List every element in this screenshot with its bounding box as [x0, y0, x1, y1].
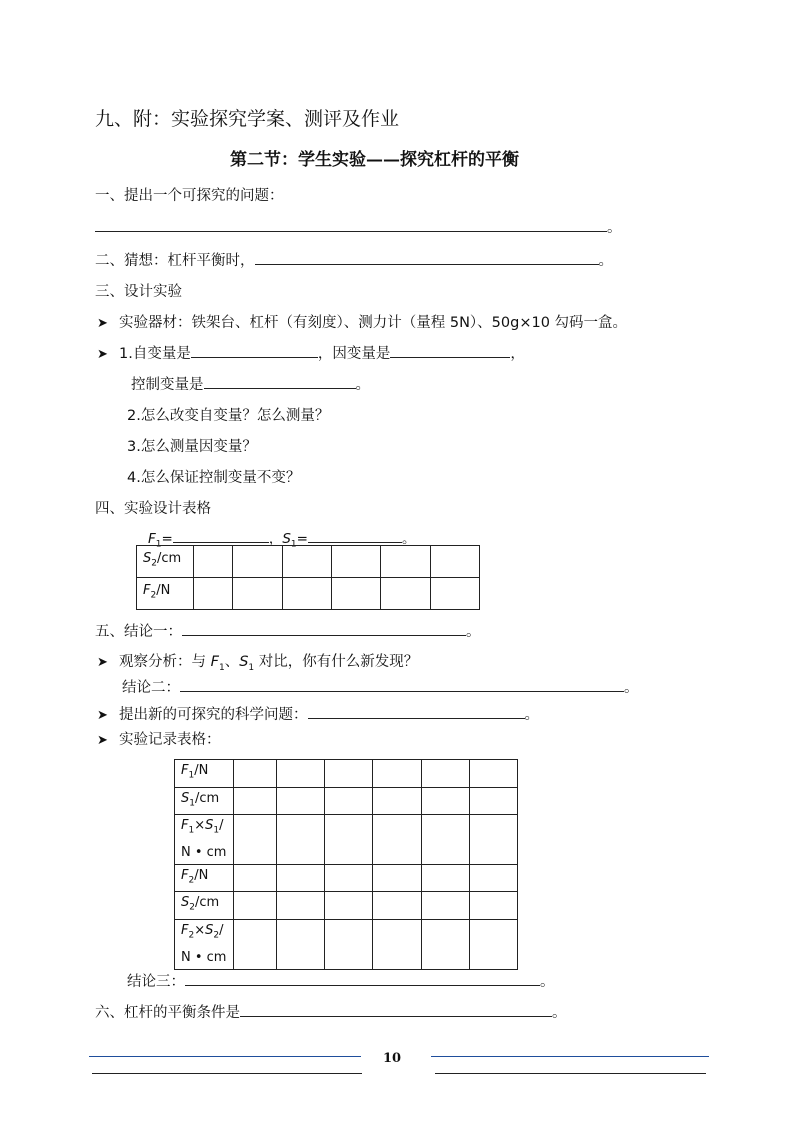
question-4: 4.怎么保证控制变量不变？ — [127, 470, 301, 486]
data-cell[interactable] — [233, 760, 276, 788]
table-row — [175, 864, 518, 892]
answer-blank[interactable] — [95, 217, 607, 232]
data-cell[interactable] — [373, 787, 421, 815]
f1-value-blank[interactable] — [173, 528, 269, 543]
table-row — [137, 578, 480, 610]
footer-rule-right-bottom — [435, 1073, 706, 1074]
footer-rule-right-top — [431, 1056, 709, 1057]
footer-rule-left-top — [89, 1056, 361, 1057]
data-cell[interactable] — [430, 578, 479, 610]
data-cell[interactable] — [421, 864, 469, 892]
data-cell[interactable] — [325, 760, 373, 788]
conclusion-1-row: 五、结论一： 。 — [95, 620, 481, 641]
question-2: 2.怎么改变自变量？怎么测量？ — [127, 408, 330, 424]
hypothesis-row: 二、猜想：杠杆平衡时， 。 — [95, 249, 613, 270]
data-cell[interactable] — [373, 892, 421, 920]
data-cell[interactable] — [430, 546, 479, 578]
section-title: 九、附：实验探究学案、测评及作业 — [95, 108, 400, 130]
data-cell[interactable] — [233, 864, 276, 892]
arrow-bullet-icon: ➤ — [97, 708, 108, 723]
control-variable-row: 控制变量是 。 — [131, 373, 370, 394]
data-cell[interactable] — [193, 546, 232, 578]
data-cell[interactable] — [469, 787, 517, 815]
conclusion-2-row: 结论二： 。 — [122, 676, 639, 697]
design-heading: 三、设计实验 — [95, 284, 182, 300]
data-cell[interactable] — [277, 892, 325, 920]
data-cell[interactable] — [233, 815, 276, 865]
arrow-bullet-icon: ➤ — [97, 733, 108, 748]
data-cell[interactable] — [421, 919, 469, 969]
fixed-values-row: $F_1=$ ，$S_1=$ 。 — [148, 527, 415, 550]
row-label: $F_2/N$ — [137, 578, 194, 610]
row-label: $F_2/N$ — [175, 864, 234, 892]
row-label: $F_1/N$ — [175, 760, 234, 788]
data-cell[interactable] — [469, 815, 517, 865]
data-cell[interactable] — [325, 919, 373, 969]
data-cell[interactable] — [233, 546, 282, 578]
table-row — [137, 546, 480, 578]
data-cell[interactable] — [421, 892, 469, 920]
table-row — [175, 919, 518, 969]
data-cell[interactable] — [421, 760, 469, 788]
question-1-answer-row: 。 — [95, 216, 622, 237]
data-cell[interactable] — [325, 815, 373, 865]
conclusion-3-row: 结论三： 。 — [127, 970, 555, 991]
question-1-label: 一、提出一个可探究的问题： — [95, 188, 284, 204]
data-cell[interactable] — [325, 787, 373, 815]
footer-rule-left-bottom — [92, 1073, 362, 1074]
independent-variable-blank[interactable] — [191, 343, 318, 358]
page-number: 10 — [383, 1051, 402, 1066]
data-cell[interactable] — [233, 787, 276, 815]
observation-row: ➤ 观察分析：与 $F_1$、$S_1$ 对比，你有什么新发现？ — [97, 654, 419, 673]
table-row — [175, 760, 518, 788]
variables-row: ➤ 1.自变量是 ，因变量是 ， — [97, 342, 525, 363]
row-label: $S_2/cm$ — [137, 546, 194, 578]
equipment-row: ➤ 实验器材：铁架台、杠杆（有刻度）、测力计（量程 5N）、50g×10 勾码一盒。 — [97, 315, 628, 331]
data-cell[interactable] — [277, 815, 325, 865]
control-variable-blank[interactable] — [204, 374, 356, 389]
data-cell[interactable] — [282, 578, 331, 610]
table-row — [175, 787, 518, 815]
data-cell[interactable] — [421, 815, 469, 865]
table-design-heading: 四、实验设计表格 — [95, 501, 211, 517]
new-question-blank[interactable] — [308, 704, 525, 719]
record-heading-row: ➤ 实验记录表格： — [97, 732, 221, 748]
data-cell[interactable] — [381, 546, 430, 578]
data-cell[interactable] — [277, 760, 325, 788]
arrow-bullet-icon: ➤ — [97, 347, 108, 362]
data-cell[interactable] — [325, 892, 373, 920]
data-cell[interactable] — [325, 864, 373, 892]
data-cell[interactable] — [233, 892, 276, 920]
arrow-bullet-icon: ➤ — [97, 655, 108, 670]
record-table — [174, 759, 518, 970]
row-label: $F_1\times S_1/$ N • cm — [175, 815, 234, 865]
data-cell[interactable] — [469, 760, 517, 788]
data-cell[interactable] — [233, 919, 276, 969]
data-cell[interactable] — [373, 919, 421, 969]
dependent-variable-blank[interactable] — [390, 343, 510, 358]
balance-condition-row: 六、杠杆的平衡条件是 。 — [95, 1001, 567, 1022]
conclusion-3-blank[interactable] — [185, 971, 540, 986]
data-cell[interactable] — [277, 919, 325, 969]
data-cell[interactable] — [373, 760, 421, 788]
new-question-row: ➤ 提出新的可探究的科学问题： 。 — [97, 703, 539, 724]
table-row — [175, 815, 518, 865]
row-label: $F_2\times S_2/$ N • cm — [175, 919, 234, 969]
data-cell[interactable] — [277, 864, 325, 892]
data-cell[interactable] — [469, 864, 517, 892]
data-cell[interactable] — [331, 546, 380, 578]
data-cell[interactable] — [282, 546, 331, 578]
data-cell[interactable] — [469, 892, 517, 920]
data-cell[interactable] — [233, 578, 282, 610]
conclusion-2-blank[interactable] — [180, 677, 624, 692]
table-row — [175, 892, 518, 920]
data-cell[interactable] — [373, 864, 421, 892]
s1-value-blank[interactable] — [308, 528, 402, 543]
hypothesis-blank[interactable] — [255, 250, 599, 265]
data-cell[interactable] — [381, 578, 430, 610]
data-cell[interactable] — [193, 578, 232, 610]
balance-condition-blank[interactable] — [240, 1002, 552, 1017]
data-cell[interactable] — [373, 815, 421, 865]
data-cell[interactable] — [469, 919, 517, 969]
conclusion-1-blank[interactable] — [182, 621, 466, 636]
question-3: 3.怎么测量因变量？ — [127, 439, 257, 455]
row-label: $S_2/cm$ — [175, 892, 234, 920]
data-cell[interactable] — [277, 787, 325, 815]
data-cell[interactable] — [421, 787, 469, 815]
page-subtitle: 第二节：学生实验——探究杠杆的平衡 — [230, 150, 519, 170]
design-table — [136, 545, 480, 610]
row-label: $S_1/cm$ — [175, 787, 234, 815]
arrow-bullet-icon: ➤ — [97, 316, 108, 331]
data-cell[interactable] — [331, 578, 380, 610]
